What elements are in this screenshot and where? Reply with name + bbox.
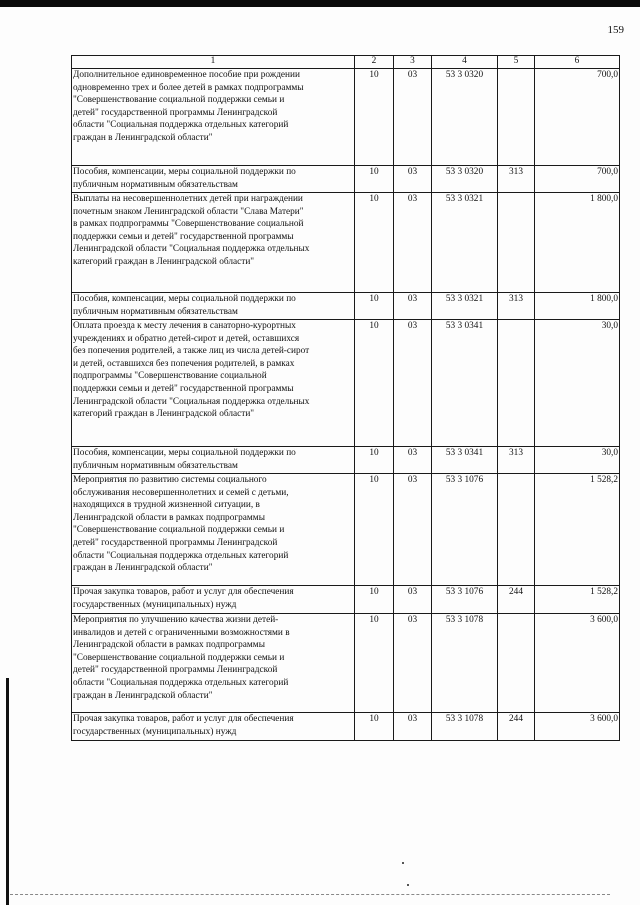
row-expense-type	[498, 193, 535, 293]
table-row	[72, 586, 620, 614]
table-row	[72, 166, 620, 193]
header-col-4: 4	[432, 56, 498, 69]
header-col-3: 3	[394, 56, 432, 69]
scan-artifact-dot	[407, 884, 409, 886]
row-target-code: 53 3 1076	[432, 586, 498, 614]
row-target-code: 53 3 0321	[432, 193, 498, 293]
row-target-code: 53 3 1078	[432, 713, 498, 741]
row-target-code: 53 3 0320	[432, 166, 498, 193]
row-amount: 30,0	[535, 447, 620, 474]
row-name: Пособия, компенсации, меры социальной поддержки по публичным нормативным обязательствам	[72, 447, 355, 474]
header-col-6: 6	[535, 56, 620, 69]
row-section: 10	[355, 166, 394, 193]
row-name: Прочая закупка товаров, работ и услуг для обеспечения государственных (муниципальных) нужд	[72, 713, 355, 741]
row-section: 10	[355, 586, 394, 614]
row-expense-type: 313	[498, 293, 535, 320]
row-section: 10	[355, 474, 394, 586]
table-row	[72, 69, 620, 166]
row-subsection: 03	[394, 474, 432, 586]
row-subsection: 03	[394, 166, 432, 193]
row-subsection: 03	[394, 447, 432, 474]
table-row	[72, 614, 620, 713]
table-row	[72, 193, 620, 293]
table-row	[72, 293, 620, 320]
row-expense-type	[498, 474, 535, 586]
row-section: 10	[355, 447, 394, 474]
row-subsection: 03	[394, 293, 432, 320]
row-expense-type	[498, 614, 535, 713]
row-amount: 3 600,0	[535, 614, 620, 713]
row-target-code: 53 3 0341	[432, 320, 498, 447]
table-row	[72, 320, 620, 447]
scan-top-border	[0, 0, 640, 7]
row-section: 10	[355, 713, 394, 741]
budget-table	[71, 55, 620, 741]
table-header-row	[72, 56, 620, 69]
row-expense-type: 244	[498, 713, 535, 741]
row-subsection: 03	[394, 320, 432, 447]
row-name: Пособия, компенсации, меры социальной поддержки по публичным нормативным обязательствам	[72, 293, 355, 320]
row-expense-type	[498, 320, 535, 447]
row-amount: 1 528,2	[535, 586, 620, 614]
row-expense-type: 244	[498, 586, 535, 614]
table-row	[72, 474, 620, 586]
scan-margin-mark	[6, 678, 9, 905]
row-section: 10	[355, 614, 394, 713]
table-row	[72, 713, 620, 741]
header-col-5: 5	[498, 56, 535, 69]
row-expense-type: 313	[498, 166, 535, 193]
row-amount: 700,0	[535, 166, 620, 193]
row-amount: 1 800,0	[535, 293, 620, 320]
row-expense-type	[498, 69, 535, 166]
row-section: 10	[355, 320, 394, 447]
row-name: Дополнительное единовременное пособие при рождении одновременно трех и более детей в рамках подпрограммы "Совершенствование социальной поддержки семьи и детей" государственной программы Ленинградской области "Социальная поддержка отдельных категорий граждан в Ленинградской области"	[72, 69, 355, 166]
row-target-code: 53 3 0321	[432, 293, 498, 320]
row-section: 10	[355, 193, 394, 293]
row-name: Выплаты на несовершеннолетних детей при награждении почетным знаком Ленинградской области "Слава Матери" в рамках подпрограммы "Совершенствование социальной поддержки семьи и детей" государственной программы Ленинградской области "Социальная поддержка отдельных категорий граждан в Ленинградской области"	[72, 193, 355, 293]
scan-artifact-dot	[402, 862, 404, 864]
row-amount: 30,0	[535, 320, 620, 447]
row-expense-type: 313	[498, 447, 535, 474]
row-name: Оплата проезда к месту лечения в санаторно-курортных учреждениях и обратно детей-сирот и детей, оставшихся без попечения родителей, а также лиц из числа детей-сирот и детей, оставшихся без попечения родителей, в рамках подпрограммы "Совершенствование социальной поддержки семьи и детей" государственной программы Ленинградской области "Социальная поддержка отдельных категорий граждан в Ленинградской области"	[72, 320, 355, 447]
row-subsection: 03	[394, 69, 432, 166]
row-name: Пособия, компенсации, меры социальной поддержки по публичным нормативным обязательствам	[72, 166, 355, 193]
row-target-code: 53 3 1076	[432, 474, 498, 586]
row-name: Мероприятия по улучшению качества жизни детей- инвалидов и детей с ограниченными возможностями в Ленинградской области в рамках подпрограммы "Совершенствование социальной поддержки семьи и детей" государственной программы Ленинградской области "Социальная поддержка отдельных категорий граждан в Ленинградской области"	[72, 614, 355, 713]
row-target-code: 53 3 0320	[432, 69, 498, 166]
table-row	[72, 447, 620, 474]
row-name: Прочая закупка товаров, работ и услуг для обеспечения государственных (муниципальных) нужд	[72, 586, 355, 614]
row-name: Мероприятия по развитию системы социального обслуживания несовершеннолетних и семей с детьми, находящихся в трудной жизненной ситуации, в Ленинградской области в рамках подпрограммы "Совершенствование социальной поддержки семьи и детей" государственной программы Ленинградской области "Социальная поддержка отдельных категорий граждан в Ленинградской области"	[72, 474, 355, 586]
row-subsection: 03	[394, 193, 432, 293]
row-section: 10	[355, 69, 394, 166]
row-amount: 3 600,0	[535, 713, 620, 741]
page-number: 159	[607, 24, 624, 36]
row-amount: 700,0	[535, 69, 620, 166]
row-subsection: 03	[394, 586, 432, 614]
header-col-1: 1	[72, 56, 355, 69]
row-amount: 1 528,2	[535, 474, 620, 586]
row-target-code: 53 3 0341	[432, 447, 498, 474]
header-col-2: 2	[355, 56, 394, 69]
row-subsection: 03	[394, 713, 432, 741]
row-target-code: 53 3 1078	[432, 614, 498, 713]
row-subsection: 03	[394, 614, 432, 713]
row-section: 10	[355, 293, 394, 320]
row-amount: 1 800,0	[535, 193, 620, 293]
scan-bottom-line	[10, 894, 610, 895]
